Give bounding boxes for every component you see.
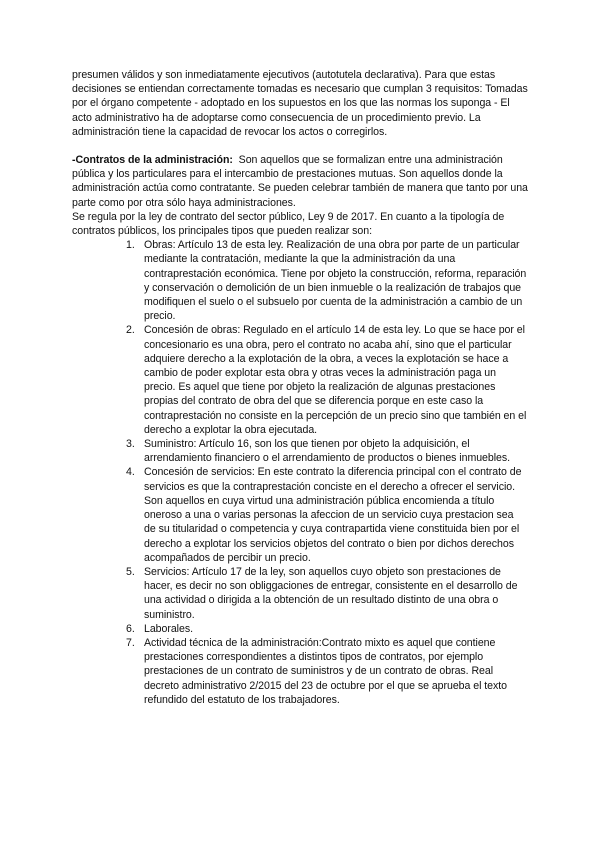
list-item-number: 4. — [126, 466, 135, 479]
contracts-regulation-paragraph: Se regula por la ley de contrato del sector público, Ley 9 de 2017. En cuanto a la tipología de contratos públicos, los principales tipos que pueden realizar son: — [72, 210, 505, 238]
list-item-number: 2. — [126, 324, 135, 337]
list-item — [72, 323, 528, 437]
list-item-text: Concesión de obras: Regulado en el artículo 14 de esta ley. Lo que se hace por el concesionario es una obra, pero el contrato no acaba ahí, sino que el particular adquiere derecho a la explotación de la obra, a veces la explotación se hace a cambio de poder explotar esta obra y otras veces la administración paga un precio. Es aquel que tiene por objeto la realización de algunas prestaciones propias del contrato de obra del que se diferencia porque en este caso la contraprestación no consiste en la percepción de un precio sino que también en el derecho a explotar la obra ejecutada. — [144, 324, 527, 436]
list-item-text: Suministro: Artículo 16, son los que tienen por objeto la adquisición, el arrendamiento financiero o el arrendamiento de productos o bienes inmuebles. — [144, 438, 511, 465]
list-item — [72, 238, 528, 323]
paragraph-spacer — [72, 139, 528, 153]
contract-types-list — [72, 238, 528, 707]
contracts-definition-paragraph — [72, 153, 528, 210]
document-page — [72, 68, 528, 707]
list-item-text: Actividad técnica de la administración:Contrato mixto es aquel que contiene prestaciones correspondientes a distintos tipos de contratos, por ejemplo prestaciones de un contrato de suministros y de un contrato de obras. Real decreto administrativo 2/2015 del 23 de octubre por el que se aprueba el texto refundido del estatuto de los trabajadores. — [144, 636, 508, 706]
list-item-number: 1. — [126, 239, 135, 252]
list-item-number: 5. — [126, 565, 135, 578]
list-item-text: Obras: Artículo 13 de esta ley. Realización de una obra por parte de un particular mediante la contratación, mediante la que la administración da una contraprestación económica. Tiene por objeto la construcción, reforma, reparación y conservación o demolición de un bien inmueble o la realización de trabajos que modifiquen el suelo o el subsuelo por cuenta de la administración a cambio de un precio. — [144, 239, 527, 323]
list-item — [72, 465, 528, 564]
list-item — [72, 565, 528, 622]
list-item — [72, 622, 528, 636]
list-item-text: Concesión de servicios: En este contrato la diferencia principal con el contrato de servicios es que la contraprestación conciste en el derecho a ofrecer el servicio. Son aquellos en cuya virtud una administración pública encomienda a título oneroso a una o varias personas la afeccion de un servicio cuya prestacion sea de su titularidad o competencia y cuya contrapartida viene constituida bien por el derecho a explotar los servicios objetos del contrato o bien por dichos derechos acompañados de percibir un precio. — [144, 466, 522, 564]
list-item-text: Laborales. — [144, 622, 193, 635]
intro-paragraph: presumen válidos y son inmediatamente ejecutivos (autotutela declarativa). Para que estas decisiones se entiendan correctamente tomadas es necesario que cumplan 3 requisitos: Tomadas por el órgano competente - adoptado en los supuestos en los que las normas los suponga - El acto administrativo ha de adoptarse como consecuencia de un procedimiento previo. La administración tiene la capacidad de revocar los actos o corregirlos. — [72, 69, 528, 138]
contracts-heading: -Contratos de la administración: — [72, 154, 233, 167]
list-item-number: 3. — [126, 438, 135, 451]
list-item — [72, 437, 528, 465]
list-item-number: 6. — [126, 622, 135, 635]
list-item-number: 7. — [126, 636, 135, 649]
list-item-text: Servicios: Artículo 17 de la ley, son aquellos cuyo objeto son prestaciones de hacer, es decir no son obliggaciones de entregar, consistente en el desarrollo de una actividad o dirigida a la obtención de un resultado distinto de una obra o suministro. — [144, 565, 518, 621]
list-item — [72, 636, 528, 707]
contracts-definition: Son aquellos que se formalizan entre una administración pública y los particulares para el intercambio de prestaciones mutuas. Son aquellos donde la administración actúa como contratante. Se pueden celebrar también de manera que tanto por una parte como por otra sólo haya administraciones. — [72, 154, 528, 209]
